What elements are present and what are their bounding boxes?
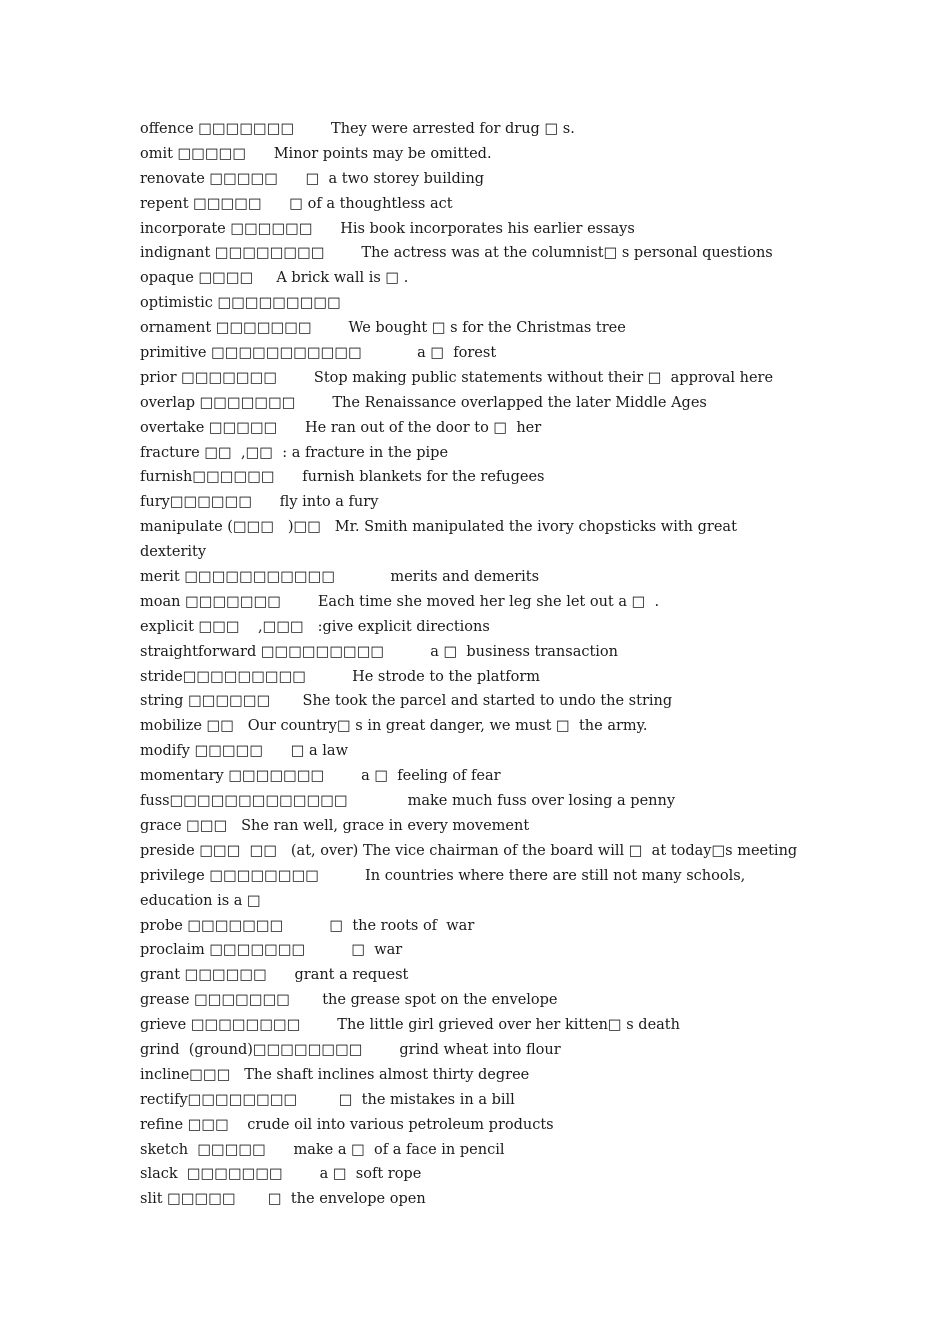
vocab-entry-incorporate: incorporate □□□□□□ His book incorporates his earlier essays <box>140 220 635 237</box>
vocab-entry-repent: repent □□□□□ □ of a thoughtless act <box>140 195 453 212</box>
vocab-entry-grind: grind (ground)□□□□□□□□ grind wheat into flour <box>140 1041 561 1058</box>
vocab-entry-indignant: indignant □□□□□□□□ The actress was at the columnist□ s personal questions <box>140 245 773 262</box>
vocab-entry-offence: offence □□□□□□□ They were arrested for drug □ s. <box>140 121 575 137</box>
vocab-entry-overlap: overlap □□□□□□□ The Renaissance overlapped the later Middle Ages <box>140 394 707 411</box>
vocab-entry-omit: omit □□□□□ Minor points may be omitted. <box>140 145 492 162</box>
vocab-entry-preside: preside □□□ □□ (at, over) The vice chairman of the board will □ at today□s meeting <box>140 842 798 859</box>
vocab-entry-stride: stride□□□□□□□□□ He strode to the platform <box>140 668 541 685</box>
vocab-entry-fury: fury□□□□□□ fly into a fury <box>140 494 379 511</box>
vocab-entry-privilege-continued: education is a □ <box>140 892 261 909</box>
vocab-entry-merit: merit □□□□□□□□□□□ merits and demerits <box>140 569 540 586</box>
vocab-entry-slack: slack □□□□□□□ a □ soft rope <box>140 1166 422 1183</box>
vocab-entry-optimistic: optimistic □□□□□□□□□ <box>140 295 341 312</box>
vocab-entry-opaque: opaque □□□□ A brick wall is □ . <box>140 270 409 287</box>
vocab-entry-prior: prior □□□□□□□ Stop making public statements without their □ approval here <box>140 369 774 386</box>
vocab-entry-fuss: fuss□□□□□□□□□□□□□ make much fuss over losing a penny <box>140 793 676 810</box>
vocab-entry-modify: modify □□□□□ □ a law <box>140 743 348 760</box>
vocab-entry-proclaim: proclaim □□□□□□□ □ war <box>140 942 403 959</box>
vocab-entry-ornament: ornament □□□□□□□ We bought □ s for the Christmas tree <box>140 320 626 337</box>
vocab-entry-rectify: rectify□□□□□□□□ □ the mistakes in a bill <box>140 1091 515 1108</box>
vocab-entry-sketch: sketch □□□□□ make a □ of a face in pencil <box>140 1141 505 1158</box>
vocab-entry-string: string □□□□□□ She took the parcel and started to undo the string <box>140 693 673 710</box>
vocab-entry-fracture: fracture □□ ,□□ : a fracture in the pipe <box>140 444 449 461</box>
vocab-entry-grease: grease □□□□□□□ the grease spot on the envelope <box>140 992 558 1009</box>
vocab-entry-explicit: explicit □□□ ,□□□ :give explicit directions <box>140 618 490 635</box>
vocab-entry-furnish: furnish□□□□□□ furnish blankets for the refugees <box>140 469 545 486</box>
vocab-entry-incline: incline□□□ The shaft inclines almost thirty degree <box>140 1066 530 1083</box>
vocab-entry-primitive: primitive □□□□□□□□□□□ a □ forest <box>140 345 497 362</box>
vocab-entry-overtake: overtake □□□□□ He ran out of the door to □ her <box>140 419 542 436</box>
vocab-entry-manipulate-continued: dexterity <box>140 544 207 561</box>
vocab-entry-grieve: grieve □□□□□□□□ The little girl grieved over her kitten□ s death <box>140 1017 680 1034</box>
vocabulary-list <box>140 117 812 1212</box>
vocab-entry-straightforward: straightforward □□□□□□□□□ a □ business transaction <box>140 643 618 660</box>
vocab-entry-grant: grant □□□□□□ grant a request <box>140 967 409 984</box>
vocab-entry-probe: probe □□□□□□□ □ the roots of war <box>140 917 475 934</box>
vocab-entry-moan: moan □□□□□□□ Each time she moved her leg she let out a □ . <box>140 593 660 610</box>
vocab-entry-manipulate: manipulate (□□□ )□□ Mr. Smith manipulated the ivory chopsticks with great <box>140 519 737 536</box>
vocab-entry-slit: slit □□□□□ □ the envelope open <box>140 1191 426 1208</box>
vocab-entry-momentary: momentary □□□□□□□ a □ feeling of fear <box>140 768 501 785</box>
vocab-entry-renovate: renovate □□□□□ □ a two storey building <box>140 170 485 187</box>
vocab-entry-mobilize: mobilize □□ Our country□ s in great danger, we must □ the army. <box>140 718 648 735</box>
vocab-entry-privilege: privilege □□□□□□□□ In countries where there are still not many schools, <box>140 867 746 884</box>
vocab-entry-refine: refine □□□ crude oil into various petroleum products <box>140 1116 554 1133</box>
vocab-entry-grace: grace □□□ She ran well, grace in every movement <box>140 817 530 834</box>
